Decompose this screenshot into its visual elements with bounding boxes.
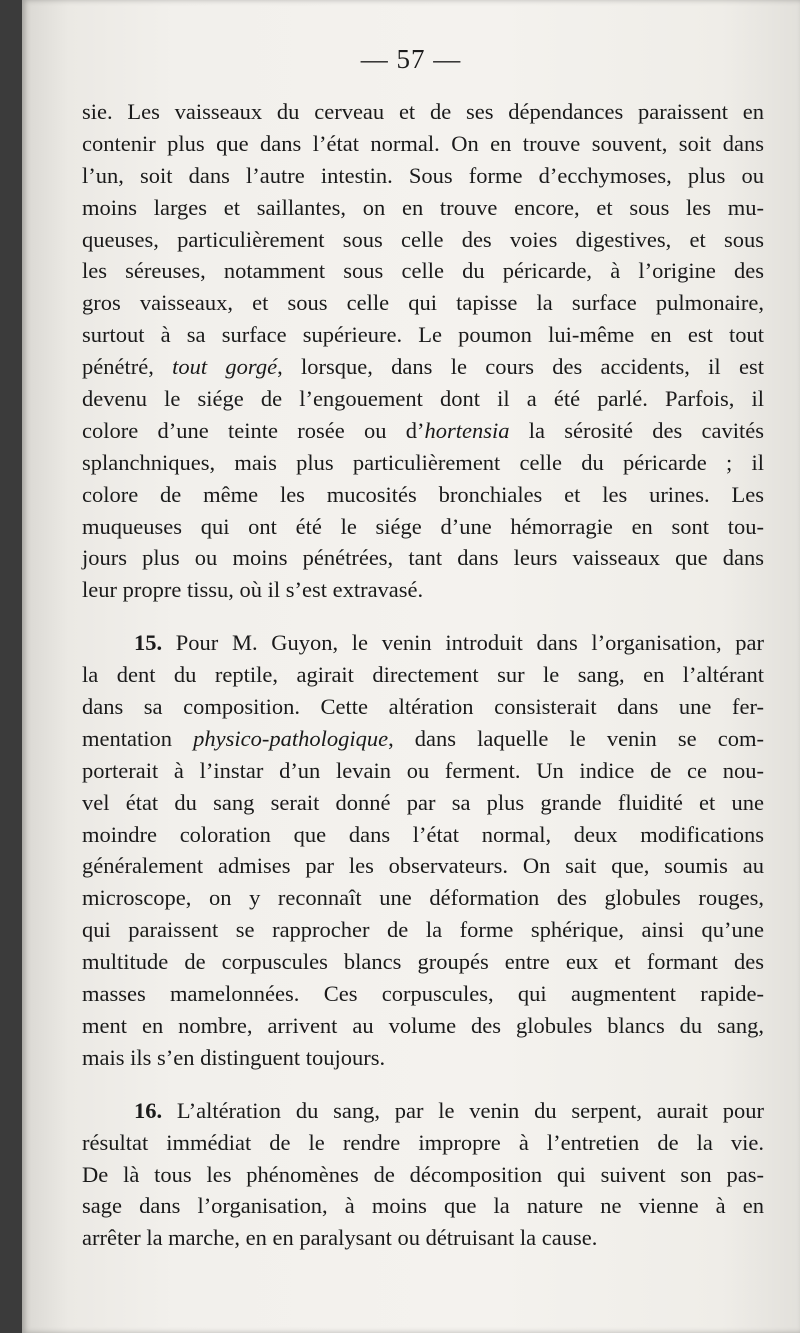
text-run: mentation (82, 725, 194, 751)
paragraph-gap (82, 606, 764, 627)
text-line: arrêter la marche, en en paralysant ou détruisant la cause. (82, 1225, 598, 1251)
text-line: queuses, particulièrement sous celle des voies digestives, et sous (82, 226, 764, 252)
text-line: leur propre tissu, où il s’est extravasé. (82, 577, 424, 603)
text-run: la sérosité des cavités (509, 417, 764, 443)
text-line: moins larges et saillantes, on en trouve encore, et sous les mu- (82, 194, 764, 220)
paragraph-gap (82, 1074, 764, 1095)
paragraph-15 (82, 627, 764, 1073)
book-page (22, 0, 800, 1333)
text-line: microscope, on y reconnaît une déformation des globules rouges, (82, 885, 764, 911)
text-line (82, 627, 764, 659)
text-line: multitude de corpuscules blancs groupés entre eux et formant des (82, 949, 764, 975)
text-line: généralement admises par les observateurs. On sait que, soumis au (82, 853, 764, 879)
text-line: l’un, soit dans l’autre intestin. Sous forme d’ecchymoses, plus ou (82, 162, 764, 188)
text-line: colore de même les mucosités bronchiales et les urines. Les (82, 481, 764, 507)
text-line: jours plus ou moins pénétrées, tant dans leurs vaisseaux que dans (82, 545, 764, 571)
text-line: devenu le siége de l’engouement dont il a été parlé. Parfois, il (82, 386, 764, 412)
text-line: les séreuses, notamment sous celle du péricarde, à l’origine des (82, 258, 764, 284)
text-line (82, 415, 764, 447)
text-line: De là tous les phénomènes de décomposition qui suivent son pas- (82, 1161, 764, 1187)
italic-term: tout gorgé (172, 354, 278, 380)
text-line (82, 1095, 764, 1127)
text-run: , lorsque, dans le cours des accidents, il est (277, 354, 764, 380)
italic-term: hortensia (424, 417, 510, 443)
text-line: contenir plus que dans l’état normal. On en trouve souvent, soit dans (82, 130, 764, 156)
text-line: la dent du reptile, agirait directement sur le sang, en l’altérant (82, 662, 764, 688)
text-line: masses mamelonnées. Ces corpuscules, qui augmentent rapide- (82, 981, 764, 1007)
paragraph-continuation (82, 96, 764, 606)
paragraph-number: 16. (134, 1097, 163, 1123)
text-line: muqueuses qui ont été le siége d’une hémorragie en sont tou- (82, 513, 764, 539)
text-run: , dans laquelle le venin se com- (388, 725, 764, 751)
text-line: résultat immédiat de le rendre impropre à l’entretien de la vie. (82, 1129, 764, 1155)
text-line (82, 723, 764, 755)
text-line: sie. Les vaisseaux du cerveau et de ses dépendances paraissent en (82, 99, 764, 124)
text-line: sage dans l’organisation, à moins que la nature ne vienne à en (82, 1193, 764, 1219)
page-number: — 57 — (360, 44, 462, 74)
paragraph-16 (82, 1095, 764, 1254)
text-line: qui paraissent se rapprocher de la forme sphérique, ainsi qu’une (82, 917, 764, 943)
text-line (82, 351, 764, 383)
text-line: moindre coloration que dans l’état normal, deux modifications (82, 821, 764, 847)
text-line: dans sa composition. Cette altération consisterait dans une fer- (82, 694, 764, 720)
text-line: porterait à l’instar d’un levain ou ferment. Un indice de ce nou- (82, 757, 764, 783)
paragraph-number: 15. (134, 630, 163, 656)
text-line: vel état du sang serait donné par sa plus grande fluidité et une (82, 789, 764, 815)
text-line: splanchniques, mais plus particulièrement celle du péricarde ; il (82, 449, 764, 475)
text-line: ment en nombre, arrivent au volume des globules blancs du sang, (82, 1012, 764, 1038)
text-run: colore d’une teinte rosée ou d’ (82, 417, 425, 443)
text-line: gros vaisseaux, et sous celle qui tapisse la surface pulmonaire, (82, 290, 764, 316)
text-run: Pour M. Guyon, le venin introduit dans l’organisation, par (162, 630, 764, 656)
italic-term: physico-pathologique (193, 725, 389, 751)
text-run: pénétré, (82, 354, 173, 380)
text-run: L’altération du sang, par le venin du serpent, aurait pour (162, 1097, 764, 1123)
text-line: mais ils s’en distinguent toujours. (82, 1044, 386, 1070)
body-text (82, 96, 764, 1254)
text-line: surtout à sa surface supérieure. Le poumon lui-même en est tout (82, 322, 764, 348)
